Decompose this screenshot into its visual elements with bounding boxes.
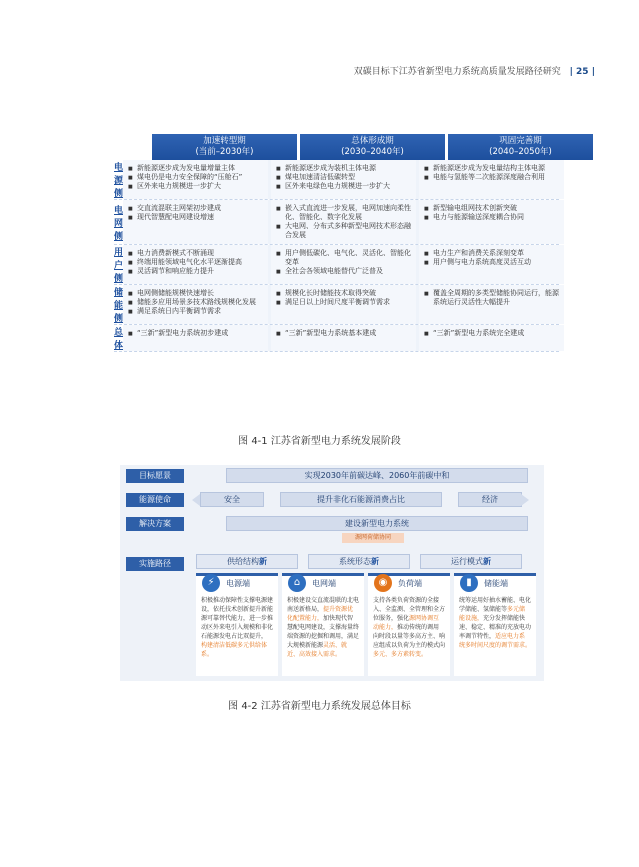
card-text-part: 推动传统的调用向时段以量等多高方主、响应组成以负荷为主的模式向 bbox=[373, 624, 446, 649]
row-label: 电源侧 bbox=[114, 163, 124, 199]
stage-table bbox=[114, 134, 559, 352]
figure-1-caption: 图 4-1 江苏省新型电力系统发展阶段 bbox=[238, 436, 401, 447]
card-highlight: 多元、多方素转变。 bbox=[373, 651, 428, 658]
card-highlight: 源网协调互动能力， bbox=[373, 615, 440, 631]
stage-row bbox=[114, 245, 559, 285]
cell-item: ■ 规模化长时储能技术取得突破 bbox=[285, 289, 412, 298]
label-vision: 目标愿景 bbox=[126, 469, 184, 483]
mission-safety: 安全 bbox=[200, 492, 264, 507]
cell-item: ■ 全社会各领域电能替代广泛普及 bbox=[285, 267, 412, 276]
arrow-right-icon bbox=[521, 494, 529, 506]
running-title: 双碳目标下江苏省新型电力系统高质量发展路径研究 bbox=[353, 67, 561, 77]
vision-bar: 实现2030年前碳达峰、2060年前碳中和 bbox=[226, 468, 528, 483]
cell-item: ■ 新能源逐步成为装机主体电源 bbox=[285, 164, 412, 173]
stage-cell bbox=[419, 325, 564, 351]
cell-item: ■ 新型输电组网技术创新突破 bbox=[433, 204, 560, 213]
stage-row bbox=[114, 325, 559, 352]
stage-cell bbox=[419, 160, 564, 199]
label-solution: 解决方案 bbox=[126, 517, 184, 531]
cell-item: ■ 用户侧低碳化、电气化、灵活化、智能化变革 bbox=[285, 249, 412, 267]
load-icon: ◉ bbox=[374, 574, 392, 592]
path-form: 系统形态新 bbox=[308, 554, 410, 569]
page-header bbox=[354, 64, 595, 77]
row-label: 电网侧 bbox=[114, 205, 124, 242]
card-text-part: 积极建设交直流混联的北电南送新格局， bbox=[287, 597, 360, 613]
stage-cell bbox=[123, 200, 268, 244]
stage-cell bbox=[123, 160, 268, 199]
stage-cell bbox=[419, 200, 564, 244]
card-text bbox=[196, 592, 278, 659]
cell-item: ■ “三新”新型电力系统基本建成 bbox=[285, 329, 412, 338]
card-highlight: 构建清洁低碳多元供给体系。 bbox=[201, 642, 268, 658]
cell-item: ■ 电能与氢能等二次能源深度融合利用 bbox=[433, 173, 560, 182]
cell-item: ■ 电网侧储能规模快速增长 bbox=[137, 289, 264, 298]
cell-item: ■ 区外来电绿色电力规模进一步扩大 bbox=[285, 182, 412, 191]
stage-cell bbox=[271, 160, 416, 199]
card-highlight: 灵活、就近、高效接入需求。 bbox=[287, 642, 348, 658]
cell-item: ■ 交直流混联主网架初步建成 bbox=[137, 204, 264, 213]
label-mission: 能源使命 bbox=[126, 493, 184, 507]
cell-item: ■ 煤电加速清洁低碳转型 bbox=[285, 173, 412, 182]
card-title: 电网端 bbox=[312, 579, 336, 588]
card-text-part: 加快现代智慧配电网建设，支撑海量终端资源的挖掘和调用，满足大规模新能源 bbox=[287, 615, 360, 649]
cell-item: ■ 煤电仍是电力安全保障的“压舱石” bbox=[137, 173, 264, 182]
cell-item: ■ 灵活调节和响应能力提升 bbox=[137, 267, 264, 276]
stage-column-1: 加速转型期 (当前–2030年) bbox=[152, 134, 297, 160]
row-label: 总体 bbox=[114, 328, 124, 351]
stage-row bbox=[114, 285, 559, 325]
label-path: 实施路径 bbox=[126, 557, 184, 571]
goal-diagram bbox=[120, 465, 544, 681]
card-title: 负荷端 bbox=[398, 579, 422, 588]
row-label: 储能侧 bbox=[114, 288, 124, 324]
cell-item: ■ 满足日以上时间尺度平衡调节需求 bbox=[285, 298, 412, 307]
card-text-part: 支持各类负荷资源的全接入、全监测、全管理和全方位服务，强化 bbox=[373, 597, 446, 622]
stage-row bbox=[114, 160, 559, 200]
solution-bar: 建设新型电力系统 bbox=[226, 516, 528, 531]
mission-economy: 经济 bbox=[458, 492, 522, 507]
cell-item: ■ 大电网、分布式多种新型电网技术形态融合发展 bbox=[285, 222, 412, 240]
cell-item: ■ 新能源逐步成为发电量增量主体 bbox=[137, 164, 264, 173]
stage-table-header bbox=[152, 134, 559, 160]
row-label: 用户侧 bbox=[114, 248, 124, 284]
card-text bbox=[282, 592, 364, 659]
goal-card bbox=[368, 573, 450, 676]
stage-cell bbox=[419, 285, 564, 324]
figure-2-caption: 图 4-2 江苏省新型电力系统发展总体目标 bbox=[228, 701, 411, 712]
goal-card bbox=[454, 573, 536, 676]
cell-item: ■ 电力生产和消费关系深刻变革 bbox=[433, 249, 560, 258]
goal-card bbox=[282, 573, 364, 676]
page-number: | 25 | bbox=[569, 67, 595, 77]
card-text-part: 充分发挥储能快速、稳定、精准的充放电功率调节特性， bbox=[459, 615, 532, 640]
cell-item: ■ 电力与能源输送深度耦合协同 bbox=[433, 213, 560, 222]
card-title: 储能端 bbox=[484, 579, 508, 588]
card-highlight: 适应电力系统多时间尺度的调节需求。 bbox=[459, 633, 532, 649]
battery-icon: ▮ bbox=[460, 574, 478, 592]
cell-item: ■ 满足系统日内平衡调节需求 bbox=[137, 307, 264, 316]
goal-card bbox=[196, 573, 278, 676]
cell-item: ■ 嵌入式直流进一步发展，电网加速向柔性化、智能化、数字化发展 bbox=[285, 204, 412, 222]
card-text bbox=[368, 592, 450, 659]
cell-item: ■ 覆盖全周期的多类型储能协同运行，能源系统运行灵活性大幅提升 bbox=[433, 289, 560, 307]
cell-item: ■ “三新”新型电力系统初步建成 bbox=[137, 329, 264, 338]
stage-cell bbox=[123, 285, 268, 324]
stage-cell bbox=[123, 325, 268, 351]
card-text-part: 积极推动保障性支撑电源建设，依托技术创新提升新能源可靠替代能力，进一步推动区外来电引入规模和非化石能源发电占比双提升， bbox=[201, 597, 274, 640]
stage-cell bbox=[271, 245, 416, 284]
tower-icon: ⌂ bbox=[288, 574, 306, 592]
cell-item: ■ 现代智慧配电网建设增速 bbox=[137, 213, 264, 222]
cell-item: ■ 区外来电力规模进一步扩大 bbox=[137, 182, 264, 191]
cell-item: ■ 电力消费新模式不断涌现 bbox=[137, 249, 264, 258]
card-text-part: 统筹运用好抽水蓄能、电化学储能、氢储能等 bbox=[459, 597, 532, 613]
arrow-left-icon bbox=[192, 494, 200, 506]
stage-cell bbox=[271, 200, 416, 244]
cell-item: ■ 储能多应用场景多技术路线规模化发展 bbox=[137, 298, 264, 307]
cell-item: ■ “三新”新型电力系统完全建成 bbox=[433, 329, 560, 338]
stage-cell bbox=[271, 325, 416, 351]
card-highlight: 多元储能设施， bbox=[459, 606, 526, 622]
plug-icon: ⚡ bbox=[202, 574, 220, 592]
stage-cell bbox=[419, 245, 564, 284]
stage-column-2: 总体形成期 (2030–2040年) bbox=[300, 134, 445, 160]
stage-cell bbox=[271, 285, 416, 324]
card-title: 电源端 bbox=[226, 579, 250, 588]
cell-item: ■ 新能源逐步成为发电量结构主体电源 bbox=[433, 164, 560, 173]
stage-cell bbox=[123, 245, 268, 284]
cell-item: ■ 用户侧与电力系统高度灵活互动 bbox=[433, 258, 560, 267]
path-supply: 供给结构新 bbox=[196, 554, 298, 569]
card-highlight: 提升资源优化配置能力， bbox=[287, 606, 354, 622]
coop-label: 源网荷储协同 bbox=[342, 533, 404, 543]
cell-item: ■ 终端用能领域电气化水平逐渐提高 bbox=[137, 258, 264, 267]
stage-column-3: 巩固完善期 (2040–2050年) bbox=[448, 134, 593, 160]
card-text bbox=[454, 592, 536, 650]
stage-row bbox=[114, 200, 559, 245]
mission-center: 提升非化石能源消费占比 bbox=[280, 492, 442, 507]
path-operation: 运行模式新 bbox=[420, 554, 522, 569]
